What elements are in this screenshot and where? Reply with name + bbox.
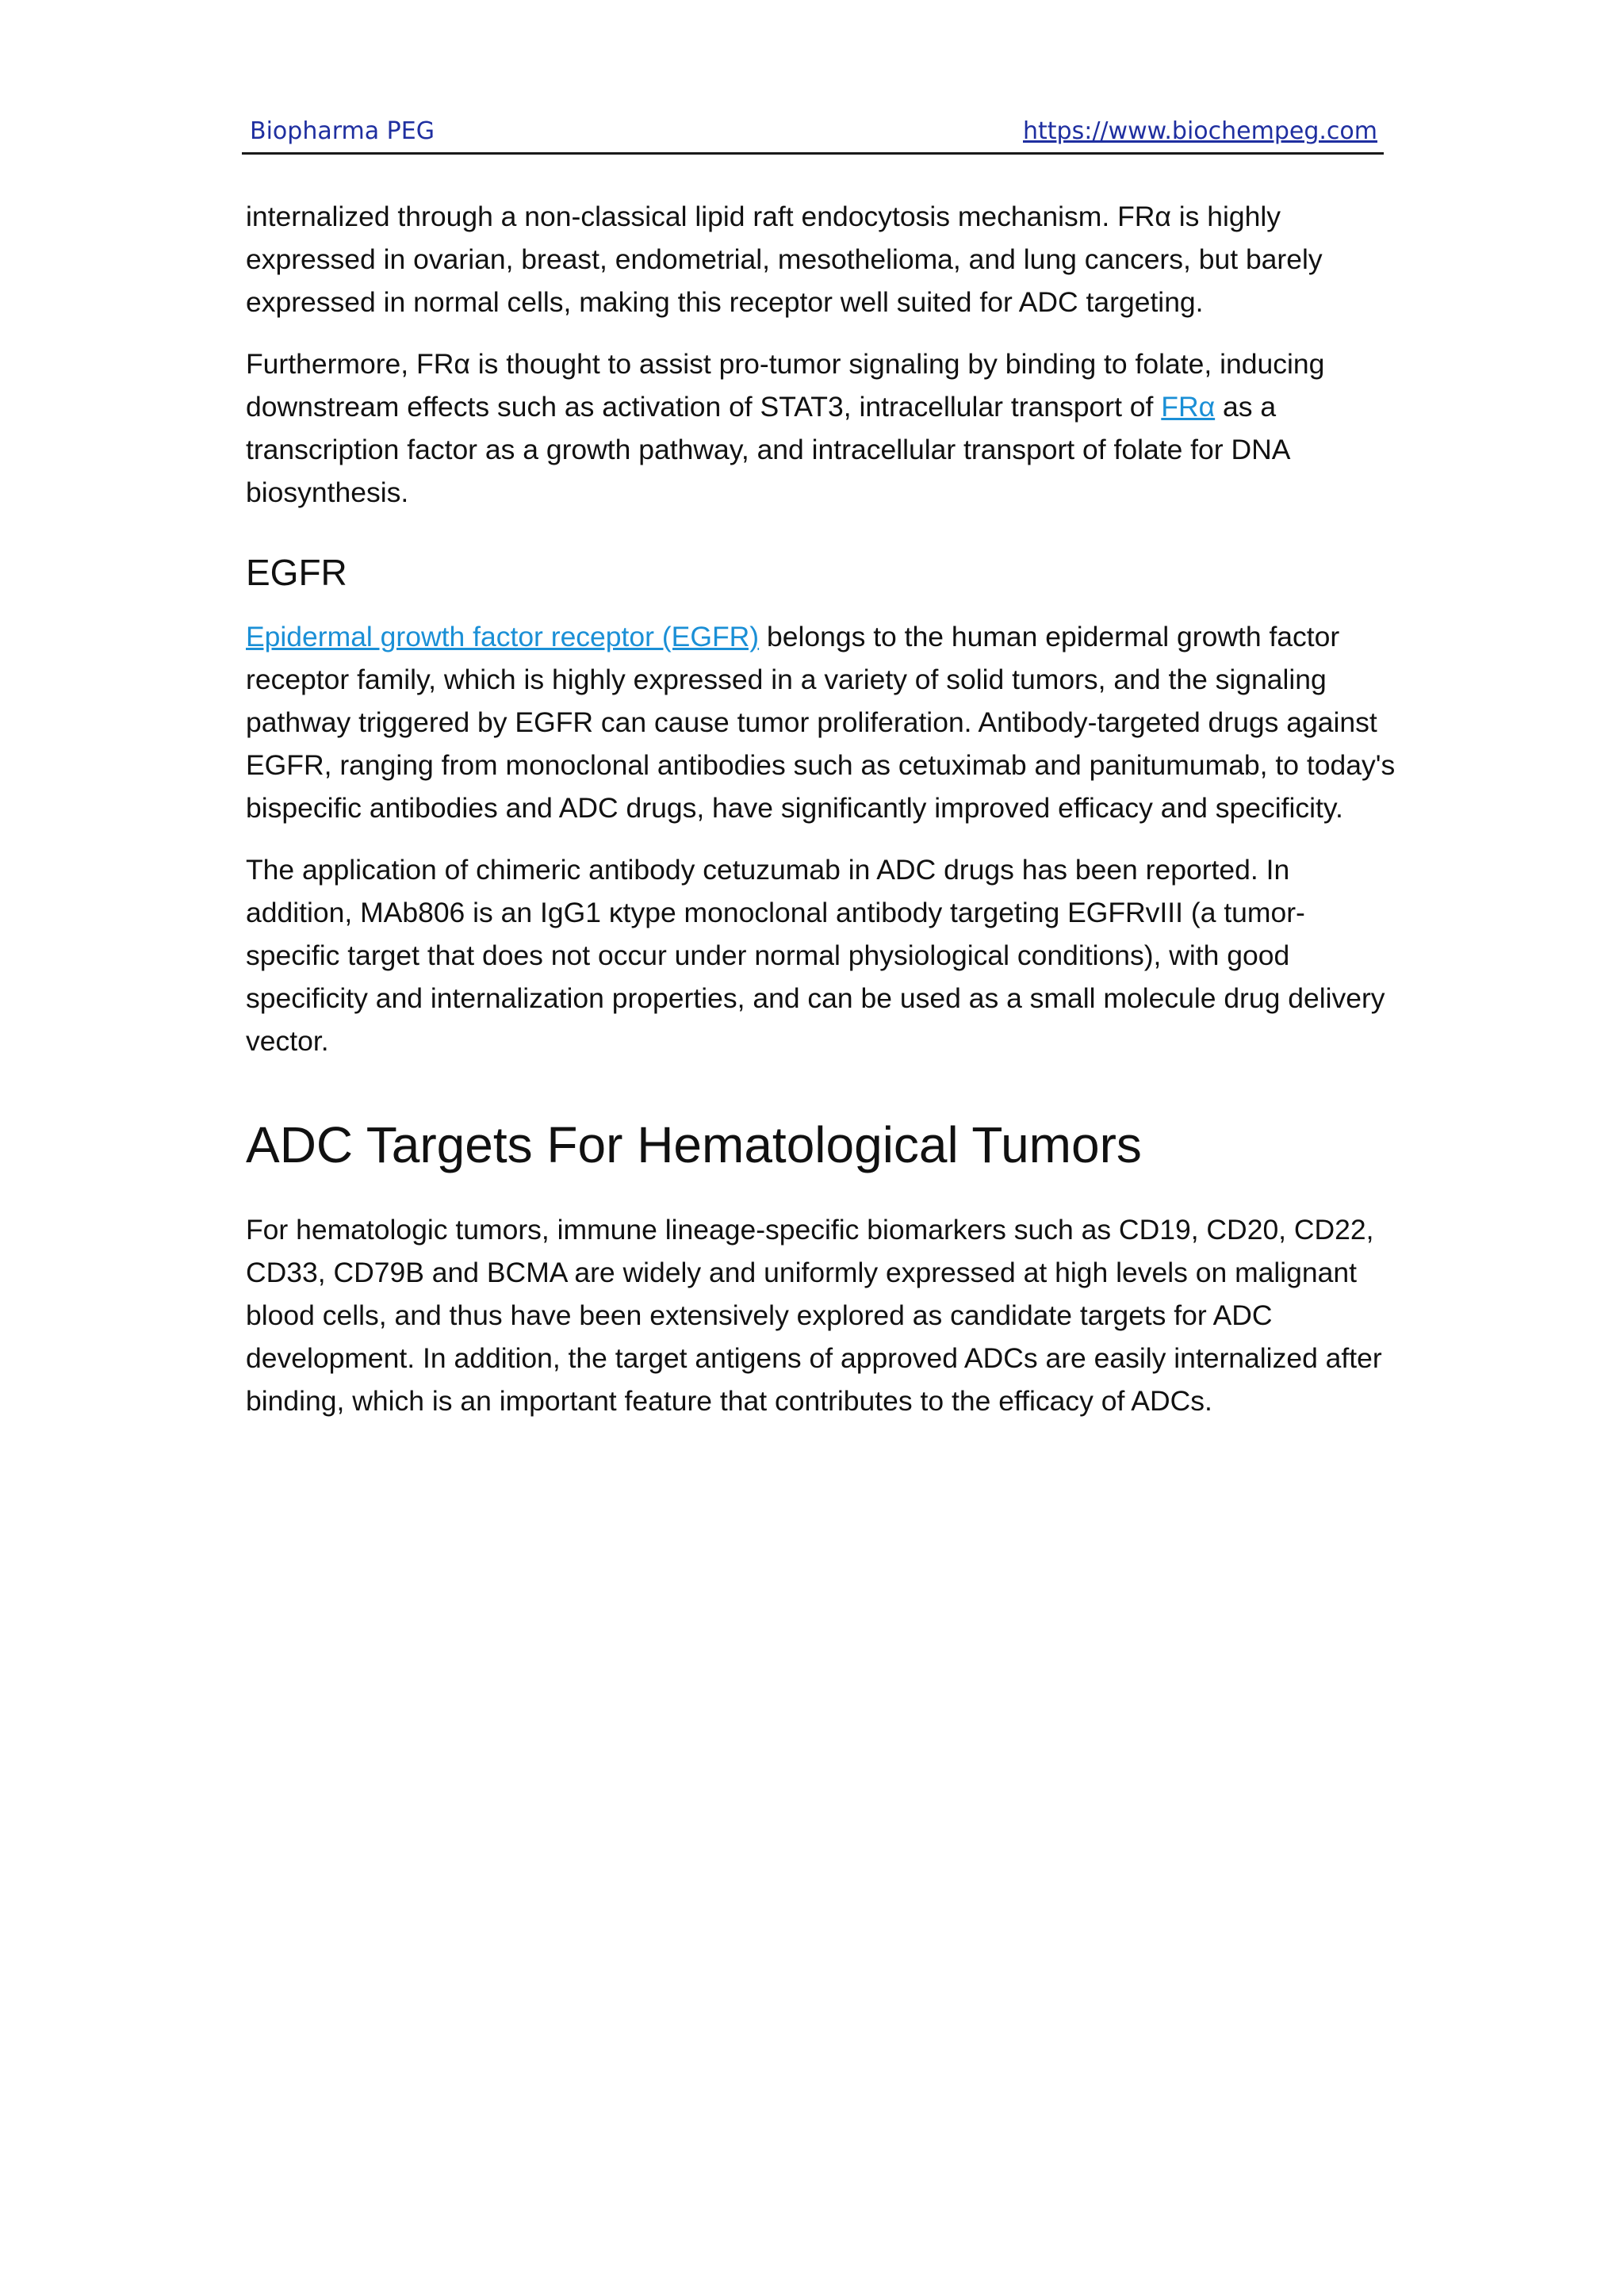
paragraph-text: as a transcription factor as a growth pathway, and intracellular transport of folate for DNA biosynthesis. — [246, 391, 1289, 508]
website-link[interactable]: https://www.biochempeg.com — [1023, 117, 1377, 145]
egfr-link[interactable]: Epidermal growth factor receptor (EGFR) — [246, 621, 760, 652]
paragraph-text: belongs to the human epidermal growth factor receptor family, which is highly expressed in a variety of solid tumors, and the signaling pathway triggered by EGFR can cause tumor proliferation. Antibody-targeted drugs against EGFR, ranging from monoclonal antibodies such as cetuximab and panitumumab, to today's bispecific antibodies and ADC drugs, have significantly improved efficacy and specificity. — [246, 621, 1396, 824]
brand-name: Biopharma PEG — [250, 117, 435, 145]
paragraph-cetuzumab: The application of chimeric antibody cetuzumab in ADC drugs has been reported. In addition, MAb806 is an IgG1 κtype monoclonal antibody targeting EGFRvIII (a tumor-specific target that does not occur under normal physiological conditions), with good specificity and internalization properties, and can be used as a small molecule drug delivery vector. — [246, 854, 1385, 1057]
paragraph-hematologic-targets: For hematologic tumors, immune lineage-specific biomarkers such as CD19, CD20, CD22, CD33, CD79B and BCMA are widely and uniformly expressed at high levels on malignant blood cells, and thus have been extensively explored as candidate targets for ADC development. In addition, the target antigens of approved ADCs are easily internalized after binding, which is an important feature that contributes to the efficacy of ADCs. — [246, 1214, 1382, 1417]
paragraph-fra-expression: internalized through a non-classical lipid raft endocytosis mechanism. FRα is highly expressed in ovarian, breast, endometrial, mesothelioma, and lung cancers, but barely expressed in normal cells, making this receptor well suited for ADC targeting. — [246, 201, 1323, 318]
page-header — [242, 111, 1384, 155]
paragraph-fra-signaling — [246, 342, 1396, 514]
paragraph-text: Furthermore, FRα is thought to assist pro-tumor signaling by binding to folate, inducing downstream effects such as activation of STAT3, intracellular transport of — [246, 348, 1325, 423]
paragraph-egfr-intro — [246, 615, 1396, 829]
hematological-heading: ADC Targets For Hematological Tumors — [246, 1116, 1142, 1173]
fra-link[interactable]: FRα — [1161, 391, 1216, 423]
egfr-heading: EGFR — [246, 552, 347, 593]
document-body — [246, 195, 1396, 1441]
